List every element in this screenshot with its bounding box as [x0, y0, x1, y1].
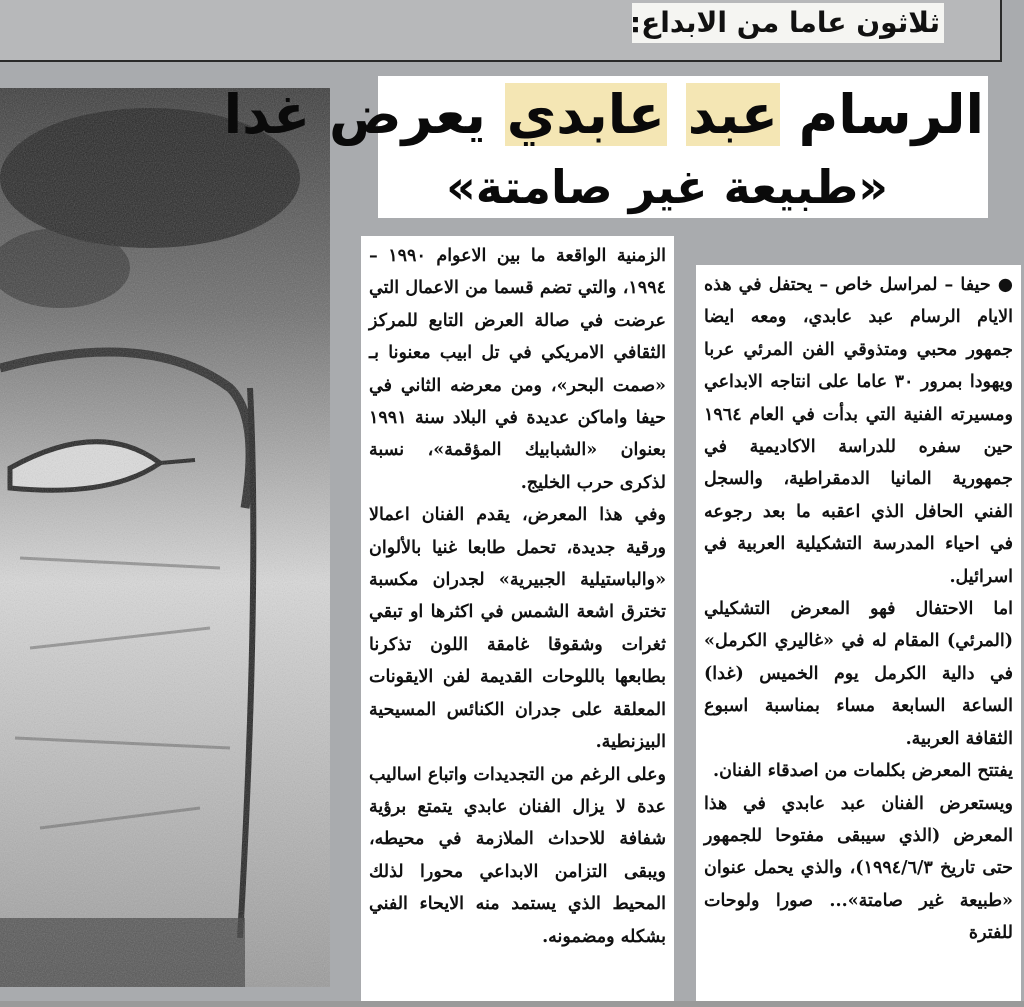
headline-highlight-last-name: عابدي: [506, 83, 665, 146]
article-paragraph: وفي هذا المعرض، يقدم الفنان اعمالا ورقية جديدة، تحمل طابعا غنيا بالألوان «والباستيلية الجبيرية» لجدران مكسبة تخترق اشعة الشمس في اكثرها او تبقي ثغرات وشقوقا غامقة اللون تذكرنا بطابعها باللوحات القديمة لفن الايقونات المعلقة على جدران الكنائس المسيحية البيزنطية.: [369, 505, 666, 753]
headline-prefix: الرسام: [798, 83, 984, 146]
artwork-photo: [0, 88, 330, 987]
article-column-right: [696, 265, 1021, 1007]
headline-highlight-first-name: عبد: [687, 83, 778, 146]
article-paragraph: وعلى الرغم من التجديدات واتباع اساليب عدة لا يزال الفنان عابدي يتمتع برؤية شفافة للاحداث الملازمة في محيطه، ويبقى التزامن الابداعي محورا لذلك المحيط الذي يستمد منه الايحاء الفني بشكله ومضمونه.: [369, 764, 666, 947]
headline-line-2: «طبيعة غير صامتة»: [446, 160, 888, 214]
headline-suffix: يعرض غدا: [223, 83, 486, 146]
article-paragraph: اما الاحتفال فهو المعرض التشكيلي (المرئي) المقام له في «غاليري الكرمل» في دالية الكرمل يوم الخميس (غدا) الساعة السابعة مساء بمناسبة اسبوع الثقافة العربية.: [704, 599, 1013, 749]
article-column-middle: [361, 236, 674, 1007]
section-label: ثلاثون عاما من الابداع:: [632, 3, 944, 43]
article-paragraph: ● حيفا – لمراسل خاص – يحتفل في هذه الايام الرسام عبد عابدي، ومعه ايضا جمهور محبي ومتذوقي الفن المرئي عربا ويهودا بمرور ٣٠ عاما على انتاجه الابداعي ومسيرته الفنية التي بدأت في العام ١٩٦٤ حين سفره للدراسة الاكاديمية في جمهورية المانيا الدمقراطية، والسجل الفني الحافل الذي اعقبه ما بعد رجوعه في احياء المدرسة التشكيلية العربية في اسرائيل.: [704, 275, 1013, 587]
headline-box: [223, 76, 988, 218]
top-banner-strip: [0, 0, 1002, 62]
article-paragraph: ويستعرض الفنان عبد عابدي في هذا المعرض (الذي سيبقى مفتوحا للجمهور حتى تاريخ ١٩٩٤/٦/٣)، والذي يحمل عنوان «طبيعة غير صامتة»... صورا ولوحات للفترة: [704, 793, 1013, 944]
headline-line-1: [224, 82, 984, 148]
artwork-image: [0, 88, 330, 987]
article-paragraph: يفتتح المعرض بكلمات من اصدقاء الفنان.: [713, 761, 1013, 782]
article-paragraph: الزمنية الواقعة ما بين الاعوام ١٩٩٠ – ١٩٩٤، والتي تضم قسما من الاعمال التي عرضت في صالة العرض التابع للمركز الثقافي الامريكي في تل ابيب معنونا بـ «صمت البحر»، ومن معرضه الثاني في حيفا واماكن عديدة في البلاد سنة ١٩٩١ بعنوان «الشبابيك المؤقمة»، نسبة لذكرى حرب الخليج.: [369, 246, 666, 493]
page-bottom-edge: [0, 1001, 1024, 1007]
